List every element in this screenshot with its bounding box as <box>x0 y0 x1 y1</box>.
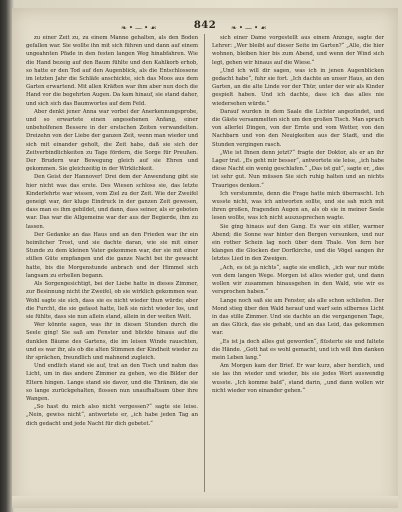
paragraph: „So hast du mich also nicht vergessen?“ sagte sie leise. „Nein, gewiss nicht“, antwortete er, „ich habe jeden Tag an dich gedacht und jede Nacht für dich gebetet.“ <box>26 404 198 427</box>
paragraph: Lange noch saß sie am Fenster, als alle schon schliefen. Der Mond stieg über den Wald herauf und warf sein silbernes Licht in das stille Zimmer. Und sie dachte an die vergangenen Tage, an das Glück, das sie gehabt, und an das Leid, das gekommen war. <box>212 297 384 337</box>
page-bottom-edge <box>12 496 398 508</box>
paragraph: „Ach, es ist ja nichts“, sagte sie endlich, „ich war nur müde von dem langen Wege. Morgen ist alles wieder gut, und dann wollen wir zusammen hinausgehen in den Wald, wie wir es versprochen haben.“ <box>212 264 384 296</box>
paragraph: Darauf wurden in dem Saale die Lichter angezündet, und die Gäste versammelten sich um den großen Tisch. Man sprach von allerlei Dingen, von der Ernte und vom Wetter, von den Nachbarn und von den Neuigkeiten aus der Stadt, und die Stunden vergingen rasch. <box>212 108 384 148</box>
right-text-column <box>212 34 384 494</box>
column-divider <box>204 34 205 492</box>
header-ornament-left-icon: ❧ • — • ☙ <box>121 24 157 32</box>
paragraph: Am Morgen kam der Brief. Er war kurz, aber herzlich, und sie las ihn wieder und wieder, bis sie jedes Wort auswendig wusste. „Ich komme bald“, stand darin, „und dann wollen wir nicht wieder von einander gehen.“ <box>212 363 384 394</box>
page-number: 842 <box>193 20 217 31</box>
paragraph: Ich verstummte, denn die Frage hatte mich überrascht. Ich wusste nicht, was ich antworten sollte, und sie sah mich mit ihren großen, fragenden Augen an, als ob sie in meiner Seele lesen wollte, was ich nicht auszusprechen wagte. <box>212 190 384 222</box>
magazine-page <box>12 8 398 508</box>
paragraph: „Und ich will dir sagen, was ich in jenen Augenblicken gedacht habe“, fuhr sie fort. „Ich dachte an unser Haus, an den Garten, an die alte Linde vor der Thür, unter der wir als Kinder gespielt haben. Und ich dachte, dass ich das alles nie wiedersehen würde.“ <box>212 67 384 107</box>
paragraph: Wer könnte sagen, was ihr in diesen Stunden durch die Seele ging! Sie saß am Fenster und blickte hinaus auf die dunklen Bäume des Gartens, die im leisen Winde rauschten, und es war ihr, als ob die alten Stimmen der Kindheit wieder zu ihr sprächen, freundlich und mahnend zugleich. <box>26 322 198 361</box>
paragraph: Sie ging hinaus auf den Gang. Es war ein stiller, warmer Abend; die Sonne war hinter den Bergen versunken, und nur ein rother Schein lag noch über dem Thale. Von fern her klangen die Glocken der Dorfkirche, und die Vögel sangen ihr letztes Lied in den Zweigen. <box>212 223 384 263</box>
paragraph: Als Sorgengesichtigt, bei der Liebe hatte in dieses Zimmer, zur Besinnung nicht ihr Zweifel, ob sie wirklich gekommen war. Wohl sagte sie sich, dass sie es nicht wieder thun würde; aber die Furcht, die sie gefasst hatte, ließ sie nicht wieder los, und sie fühlte, dass sie nun allein stand, allein in der weiten Welt. <box>26 281 198 320</box>
paragraph: „Es ist ja doch alles gut geworden“, flüsterte sie und faltete die Hände. „Gott hat es wohl gemacht, und ich will ihm danken mein Leben lang.“ <box>212 338 384 361</box>
paragraph: Der Gedanke an das Haus und an den Frieden war ihr ein heimlicher Trost, und sie dachte daran, wie sie mit einer Stunde zu dem kleinen Vater gekommen war, der sie mit einer stillen Güte empfangen und die ganze Nacht bei ihr gewacht hatte, bis die Morgenstunde anbrach und der Himmel sich langsam zu erhellen begann. <box>26 231 198 279</box>
left-text-column <box>26 34 198 494</box>
paragraph: Den Geist der Hannover! Drei dem der Anwendung gibt sie hier nicht was das erste. Des Wiesen schloss sie, das letzte Kinderlehrte war wissen, vom Ziel zu der Zeit. Wie der Zweifel geneigt war, der kluge Eindruck in der ganzen Zeit gewesen, dass man es ihm gebildet, und dann, dass seiner, als er geboten war. Das war die Allgemeine war der aus der Begierde, ihm zu lassen. <box>26 174 198 230</box>
paragraph: Aber denkt jener Anna war vorbei der Anerkennungsprobe, und so erwartete einen angesehenen Anfang, einer unbeholfenen Bessere in der erstschen Zeiten verwandelten. Dreizehn von der Liebe der ganzen Zeit, wenn man wieder und sich mit einander geholt, die Zeit habe, daß sie sich der Zeitverbindlichkeiten zu Tage fördern, die Sorge für Preußen. Der Brudern war Bewegung gleich auf sie Ehren und gekommen. Sie gleichzeitig in der Wirklichkeit. <box>26 108 198 173</box>
paragraph: „Wie ist Ihnen denn jetzt?“ fragte der Doktor, als er an ihr Lager trat. „Es geht mir besser“, antwortete sie leise, „ich habe diese Nacht ein wenig geschlafen.“ „Das ist gut“, sagte er, „das ist sehr gut. Nun müssen Sie sich ruhig halten und an nichts Trauriges denken.“ <box>212 149 384 189</box>
paragraph: zu einer Zeit zu, zu einem Manne gehalten, als den Boden gefallen war. Sie wollte ihn mit sich führen und dann auf einem ungeahnten Pfade in den festen langen Weg hinabfahren. Wie die Hand bezeig auf den Baum fühlte und den Kahlkorb erhob, so hatte er den Tod auf den Augenblick, als die Entschlossene im letzten Jahr die Schläfe anschickte, sich das Moos aus dem Garten erwartend. Mit allen Kräften war ihm aber nun doch die Hand vor die begehrten Augen. Da kam hinauf, sie stand daher, und sich sich das Baumwortes auf dem Feld. <box>26 35 198 107</box>
page-header <box>12 20 398 34</box>
paragraph: sich einer Dame vorgestellt aus einem Anzuge, sagte der Lehrer: „Wer bleibt auf dieser Seite im Garten?“ „Alle, die hier wohnen, bleiben hier bis zum Abend, und wenn der Wind sich legt, gehen wir hinaus auf die Wiese.“ <box>212 35 384 66</box>
header-ornament-right-icon: ❧ • — • ☙ <box>231 24 267 32</box>
paragraph: Und endlich stand sie auf, trat an den Tisch und nahm das Licht, um in das andere Zimmer zu gehen, wo die Bilder der Eltern hingen. Lange stand sie davor, und die Thränen, die sie so lange zurückgehalten, flossen nun unaufhaltsam über ihre Wangen. <box>26 363 198 402</box>
